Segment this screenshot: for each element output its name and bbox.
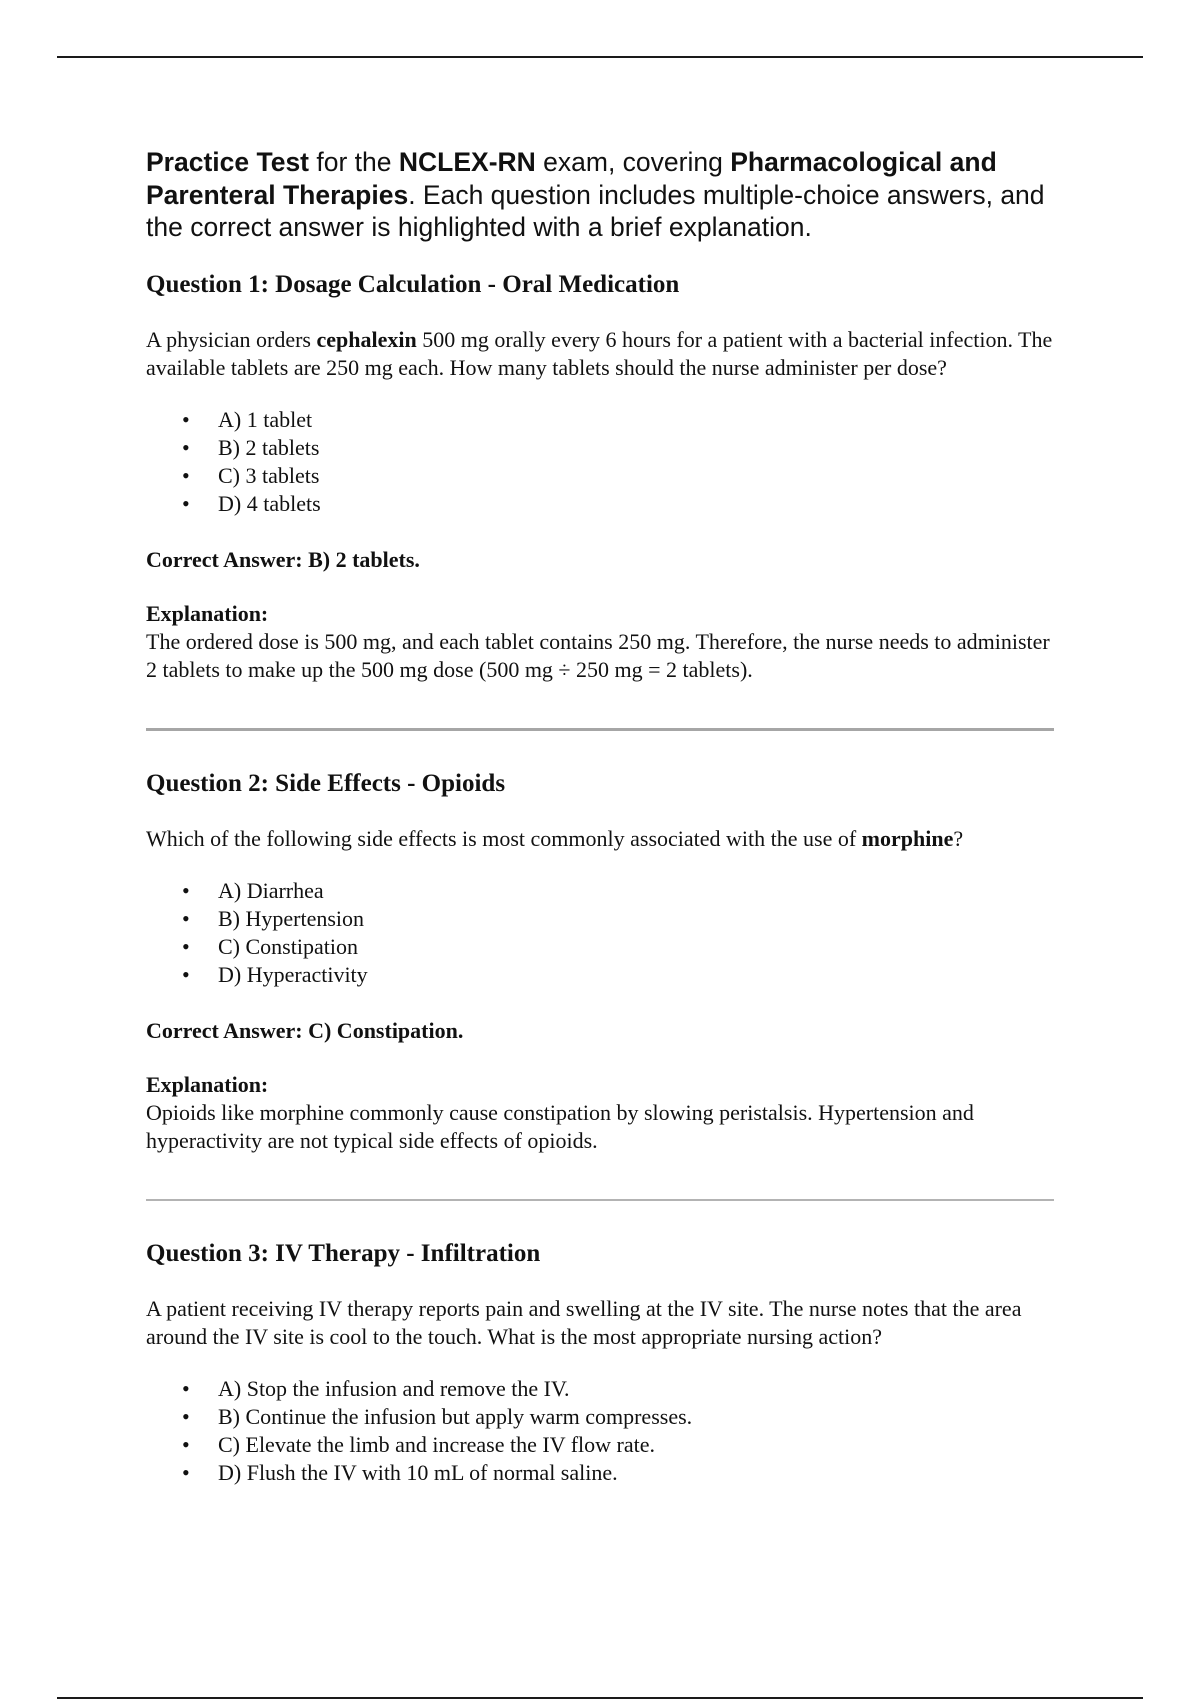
question-2-option-c [146,933,1056,961]
bullet-icon: • [182,434,190,460]
question-2-text [146,825,1056,853]
question-3-text: A patient receiving IV therapy reports pain and swelling at the IV site. The nurse notes that the area around the IV site is cool to the touch. What is the most appropriate nursing action? [146,1295,1022,1349]
bullet-icon: • [182,1431,190,1457]
question-1-options [146,406,1056,518]
question-1-option-d [146,490,1056,518]
intro-practice-test: Practice Test [146,147,310,177]
question-1-option-a [146,406,1056,434]
option-label: C) Constipation [218,933,358,959]
bullet-icon: • [182,877,190,903]
question-2-option-d [146,961,1056,989]
bullet-icon: • [182,490,190,516]
option-label: D) 4 tablets [218,490,321,516]
intro-text-1: for the [309,147,399,177]
question-3-option-b [146,1403,1056,1431]
question-2-explanation-label: Explanation: [146,1071,269,1097]
intro-text-3: . Each question includes multiple-choice answers, and the correct answer is highlighted with a brief explanation. [146,179,1045,242]
section-divider [146,728,1054,731]
question-1-option-c [146,462,1056,490]
option-label: B) Continue the infusion but apply warm compresses. [218,1403,693,1429]
bullet-icon: • [182,406,190,432]
intro-paragraph [146,146,1056,244]
question-3-option-c [146,1431,1056,1459]
question-2-option-b [146,905,1056,933]
bullet-icon: • [182,1403,190,1429]
option-label: B) Hypertension [218,905,365,931]
question-3 [146,1239,1056,1487]
question-1 [146,270,1056,684]
bullet-icon: • [182,905,190,931]
question-2-explanation: Opioids like morphine commonly cause constipation by slowing peristalsis. Hypertension and hyperactivity are not typical side effects of opioids. [146,1099,974,1153]
question-1-title: Question 1: Dosage Calculation - Oral Medication [146,270,680,298]
option-label: A) Stop the infusion and remove the IV. [218,1375,570,1401]
question-1-drug: cephalexin [316,326,417,352]
page-top-rule [57,56,1143,58]
bullet-icon: • [182,462,190,488]
page-bottom-rule [57,1697,1143,1699]
option-label: C) Elevate the limb and increase the IV flow rate. [218,1431,655,1457]
bullet-icon: • [182,1459,190,1485]
question-3-options [146,1375,1056,1487]
question-2-options [146,877,1056,989]
question-2-title: Question 2: Side Effects - Opioids [146,769,506,797]
bullet-icon: • [182,1375,190,1401]
question-2-correct-answer: Correct Answer: C) Constipation. [146,1017,464,1043]
intro-exam-name: NCLEX-RN [398,147,536,177]
question-2-text-start: Which of the following side effects is most commonly associated with the use of [146,825,862,851]
bullet-icon: • [182,933,190,959]
option-label: A) 1 tablet [218,406,313,432]
question-2-drug: morphine [861,825,954,851]
intro-topic: Pharmacological and Parenteral Therapies [146,147,997,210]
option-label: D) Flush the IV with 10 mL of normal saline. [218,1459,618,1485]
question-1-explanation-label: Explanation: [146,600,269,626]
section-divider [146,1199,1054,1201]
bullet-icon: • [182,961,190,987]
question-1-text-start: A physician orders [146,326,317,352]
question-3-option-d [146,1459,1056,1487]
question-1-text [146,326,1056,382]
option-label: B) 2 tablets [218,434,320,460]
question-2 [146,769,1056,1155]
question-1-correct-answer: Correct Answer: B) 2 tablets. [146,546,420,572]
question-1-explanation: The ordered dose is 500 mg, and each tablet contains 250 mg. Therefore, the nurse needs to administer 2 tablets to make up the 500 mg dose (500 mg ÷ 250 mg = 2 tablets). [146,628,1050,682]
question-1-text-end: 500 mg orally every 6 hours for a patient with a bacterial infection. The available tablets are 250 mg each. How many tablets should the nurse administer per dose? [146,326,1053,380]
question-2-text-end: ? [953,825,964,851]
document-body [146,146,1056,1515]
question-1-option-b [146,434,1056,462]
question-2-option-a [146,877,1056,905]
question-3-title: Question 3: IV Therapy - Infiltration [146,1239,541,1267]
question-3-option-a [146,1375,1056,1403]
option-label: C) 3 tablets [218,462,320,488]
intro-text-2: exam, covering [535,147,731,177]
option-label: D) Hyperactivity [218,961,368,987]
option-label: A) Diarrhea [218,877,324,903]
